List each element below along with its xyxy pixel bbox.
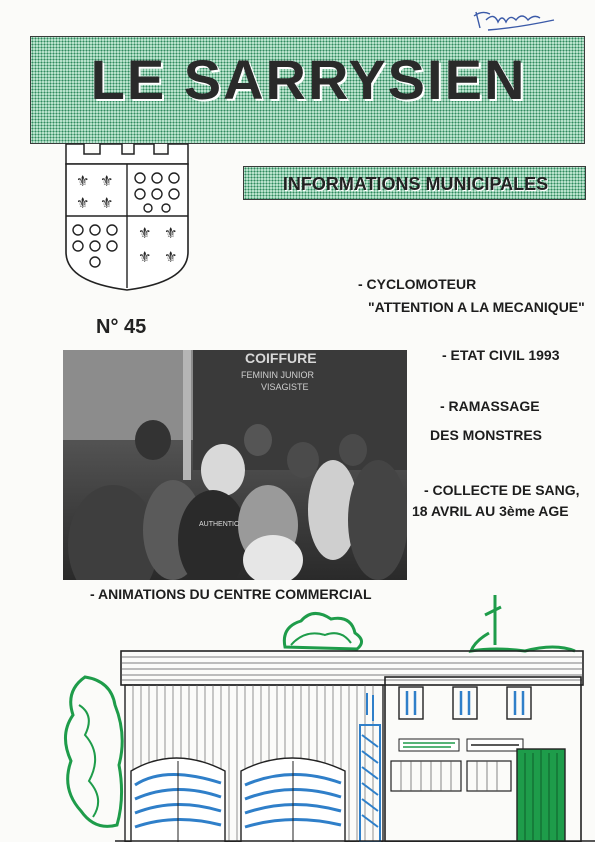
issue-number: N° 45 bbox=[96, 316, 147, 338]
cover-photo bbox=[63, 350, 407, 580]
headline-collecte-sub: 18 AVRIL AU 3ème AGE bbox=[412, 503, 569, 519]
photo-shop-sign: COIFFURE bbox=[245, 350, 317, 366]
photo-shop-sub1: FEMININ JUNIOR bbox=[241, 370, 314, 380]
coat-of-arms-shield bbox=[62, 142, 192, 292]
svg-text:⚜: ⚜ bbox=[76, 194, 90, 212]
photo-backpack-text: AUTHENTIC bbox=[199, 521, 240, 528]
svg-text:⚜: ⚜ bbox=[100, 172, 114, 190]
headline-ramassage: - RAMASSAGE bbox=[440, 398, 540, 414]
subtitle-text: INFORMATIONS MUNICIPALES bbox=[282, 174, 549, 194]
masthead-banner bbox=[30, 36, 585, 144]
subtitle-banner bbox=[243, 166, 586, 200]
headline-ramassage-sub: DES MONSTRES bbox=[430, 427, 543, 443]
masthead-title: LE SARRYSIEN bbox=[90, 48, 527, 111]
svg-text:⚜: ⚜ bbox=[100, 194, 114, 212]
photo-shop-sub2: VISAGISTE bbox=[261, 382, 309, 392]
handwritten-signature bbox=[468, 6, 558, 36]
svg-text:⚜: ⚜ bbox=[138, 224, 152, 242]
svg-text:⚜: ⚜ bbox=[164, 224, 178, 242]
svg-text:⚜: ⚜ bbox=[138, 248, 152, 266]
headline-etat-civil: - ETAT CIVIL 1993 bbox=[442, 347, 560, 363]
photo-caption: - ANIMATIONS DU CENTRE COMMERCIAL bbox=[90, 586, 372, 602]
svg-text:⚜: ⚜ bbox=[76, 172, 90, 190]
headline-collecte: - COLLECTE DE SANG, bbox=[424, 482, 580, 498]
shopping-centre-sketch bbox=[55, 585, 595, 842]
svg-text:⚜: ⚜ bbox=[164, 248, 178, 266]
headline-cyclomoteur: - CYCLOMOTEUR bbox=[358, 276, 477, 292]
headline-cyclomoteur-sub: "ATTENTION A LA MECANIQUE" bbox=[368, 299, 585, 315]
